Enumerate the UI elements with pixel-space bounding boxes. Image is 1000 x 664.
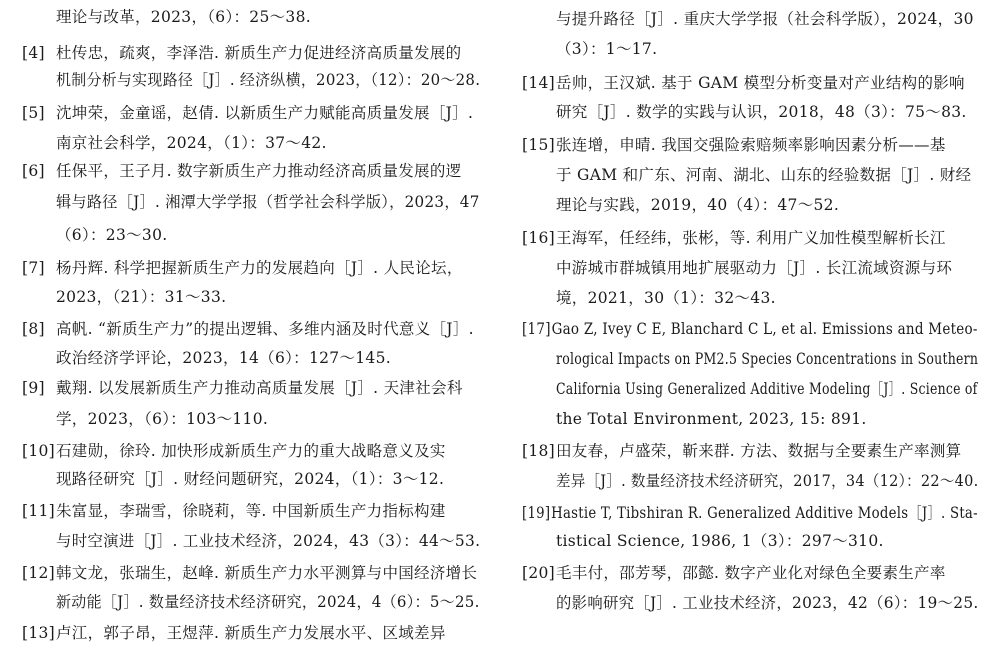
reference-text: 王海军，任经纬，张彬，等. 利用广义加性模型解析长江 (556, 229, 946, 247)
reference-entry-start (22, 377, 463, 399)
reference-text: 机制分析与实现路径［J］. 经济纵横，2023，（12）：20～28. (56, 71, 481, 89)
reference-entry-continuation (56, 591, 480, 613)
reference-entry-continuation (556, 194, 839, 216)
reference-text: 戴翔. 以发展新质生产力推动高质量发展［J］. 天津社会科 (56, 379, 463, 397)
reference-text: rological Impacts on PM2.5 Species Concentrations in Southern (556, 350, 979, 368)
reference-text: 杜传忠，疏爽，李泽浩. 新质生产力促进经济高质量发展的 (56, 44, 462, 62)
reference-text: 任保平，王子月. 数字新质生产力推动经济高质量发展的逻 (56, 162, 462, 180)
reference-text: 的影响研究［J］. 工业技术经济，2023，42（6）：19～25. (556, 594, 979, 612)
reference-text: 2023，（21）：31～33. (56, 288, 227, 306)
reference-entry-continuation (56, 286, 226, 308)
reference-text: 田友春，卢盛荣，靳来群. 方法、数据与全要素生产率测算 (556, 442, 962, 460)
reference-entry-continuation (556, 38, 657, 60)
reference-text: 与时空演进［J］. 工业技术经济，2024，43（3）：44～53. (56, 532, 481, 550)
reference-number: [13] (22, 624, 56, 642)
reference-entry-start (22, 102, 473, 124)
reference-entry-continuation (556, 530, 884, 552)
reference-text: 杨丹辉. 科学把握新质生产力的发展趋向［J］. 人民论坛， (56, 259, 463, 277)
reference-text: 境，2021，30（1）：32～43. (556, 289, 776, 307)
reference-entry-start (22, 160, 461, 182)
reference-text: 毛丰付，邵芳琴，邵懿. 数字产业化对绿色全要素生产率 (556, 564, 946, 582)
reference-number: [17] (522, 320, 551, 338)
reference-entry-continuation (556, 408, 867, 430)
reference-entry-continuation (56, 224, 168, 246)
reference-entry-start (522, 227, 946, 249)
reference-number: [16] (522, 229, 556, 247)
reference-text: 现路径研究［J］. 财经问题研究，2024，（1）：3～12. (56, 470, 445, 488)
reference-entry-start (22, 622, 446, 644)
reference-number: [9] (22, 379, 45, 397)
reference-number: [12] (22, 564, 56, 582)
reference-text: （3）：1～17. (556, 40, 658, 58)
reference-entry-start (22, 440, 446, 462)
reference-entry-continuation (56, 530, 480, 552)
reference-number: [15] (522, 136, 556, 154)
reference-text: 岳帅，王汉斌. 基于 GAM 模型分析变量对产业结构的影响 (556, 74, 965, 92)
reference-entry-continuation (56, 69, 480, 91)
reference-text: 辑与路径［J］. 湘潭大学学报（哲学社会科学版），2023，47 (56, 193, 480, 211)
reference-text: the Total Environment, 2023, 15: 891. (556, 410, 867, 428)
reference-entry-continuation (56, 191, 480, 213)
reference-entry-continuation (556, 101, 967, 123)
reference-entry-continuation (56, 6, 311, 28)
reference-entry-continuation (56, 132, 327, 154)
reference-text: 差异［J］. 数量经济技术经济研究，2017，34（12）：22～40. (556, 472, 979, 490)
reference-entry-start (522, 502, 978, 524)
reference-number: [8] (22, 320, 45, 338)
reference-text: 沈坤荣，金童谣，赵倩. 以新质生产力赋能高质量发展［J］. (56, 104, 474, 122)
reference-entry-continuation (56, 347, 391, 369)
reference-entry-continuation (556, 257, 952, 279)
reference-entry-start (522, 562, 946, 584)
reference-text: 卢江，郭子昂，王煜萍. 新质生产力发展水平、区域差异 (56, 624, 446, 642)
reference-number: [11] (22, 502, 56, 520)
reference-text: 朱富显，李瑞雪，徐晓莉，等. 中国新质生产力指标构建 (56, 502, 446, 520)
reference-entry-continuation (556, 378, 978, 400)
reference-entry-start (22, 500, 446, 522)
reference-entry-continuation (56, 408, 268, 430)
reference-entry-start (522, 72, 965, 94)
reference-entry-start (522, 318, 978, 340)
reference-text: California Using Generalized Additive Modeling［J］. Science of (556, 380, 978, 398)
reference-number: [10] (22, 442, 56, 460)
reference-entry-continuation (556, 592, 979, 614)
reference-entry-start (522, 440, 961, 462)
reference-number: [20] (522, 564, 556, 582)
reference-text: 理论与改革，2023，（6）：25～38. (56, 8, 311, 26)
reference-text: 中游城市群城镇用地扩展驱动力［J］. 长江流域资源与环 (556, 259, 953, 277)
reference-entry-start (22, 42, 461, 64)
reference-text: 与提升路径［J］. 重庆大学学报（社会科学版），2024，30 (556, 10, 974, 28)
reference-text: Hastie T, Tibshiran R. Generalized Additive Models［J］. Sta- (551, 504, 978, 522)
reference-number: [7] (22, 259, 45, 277)
reference-text: 高帆. “新质生产力”的提出逻辑、多维内涵及时代意义［J］. (56, 320, 474, 338)
reference-entry-continuation (56, 468, 444, 490)
reference-text: （6）：23～30. (56, 226, 168, 244)
reference-number: [5] (22, 104, 45, 122)
reference-text: Gao Z, Ivey C E, Blanchard C L, et al. Emissions and Meteo- (551, 320, 978, 338)
reference-text: 新动能［J］. 数量经济技术经济研究，2024，4（6）：5～25. (56, 593, 480, 611)
reference-number: [14] (522, 74, 556, 92)
reference-text: tistical Science, 1986, 1（3）：297～310. (556, 532, 884, 550)
reference-entry-continuation (556, 164, 971, 186)
reference-number: [18] (522, 442, 556, 460)
reference-text: 石建勋，徐玲. 加快形成新质生产力的重大战略意义及实 (56, 442, 446, 460)
reference-entry-continuation (556, 287, 776, 309)
reference-text: 学，2023，（6）：103～110. (56, 410, 269, 428)
reference-text: 政治经济学评论，2023，14（6）：127～145. (56, 349, 391, 367)
reference-text: 张连增，申晴. 我国交强险索赔频率影响因素分析——基 (556, 136, 946, 154)
reference-entry-start (22, 257, 463, 279)
reference-text: 于 GAM 和广东、河南、湖北、山东的经验数据［J］. 财经 (556, 166, 972, 184)
reference-entry-start (522, 134, 946, 156)
reference-text: 研究［J］. 数学的实践与认识，2018，48（3）：75～83. (556, 103, 967, 121)
reference-text: 南京社会科学，2024，（1）：37～42. (56, 134, 327, 152)
reference-entry-continuation (556, 348, 978, 370)
reference-number: [6] (22, 162, 45, 180)
reference-entry-start (22, 562, 477, 584)
reference-entry-continuation (556, 8, 974, 30)
reference-text: 理论与实践，2019，40（4）：47～52. (556, 196, 840, 214)
reference-entry-start (22, 318, 474, 340)
reference-number: [19] (522, 504, 551, 522)
reference-text: 韩文龙，张瑞生，赵峰. 新质生产力水平测算与中国经济增长 (56, 564, 478, 582)
reference-entry-continuation (556, 470, 979, 492)
reference-number: [4] (22, 44, 45, 62)
